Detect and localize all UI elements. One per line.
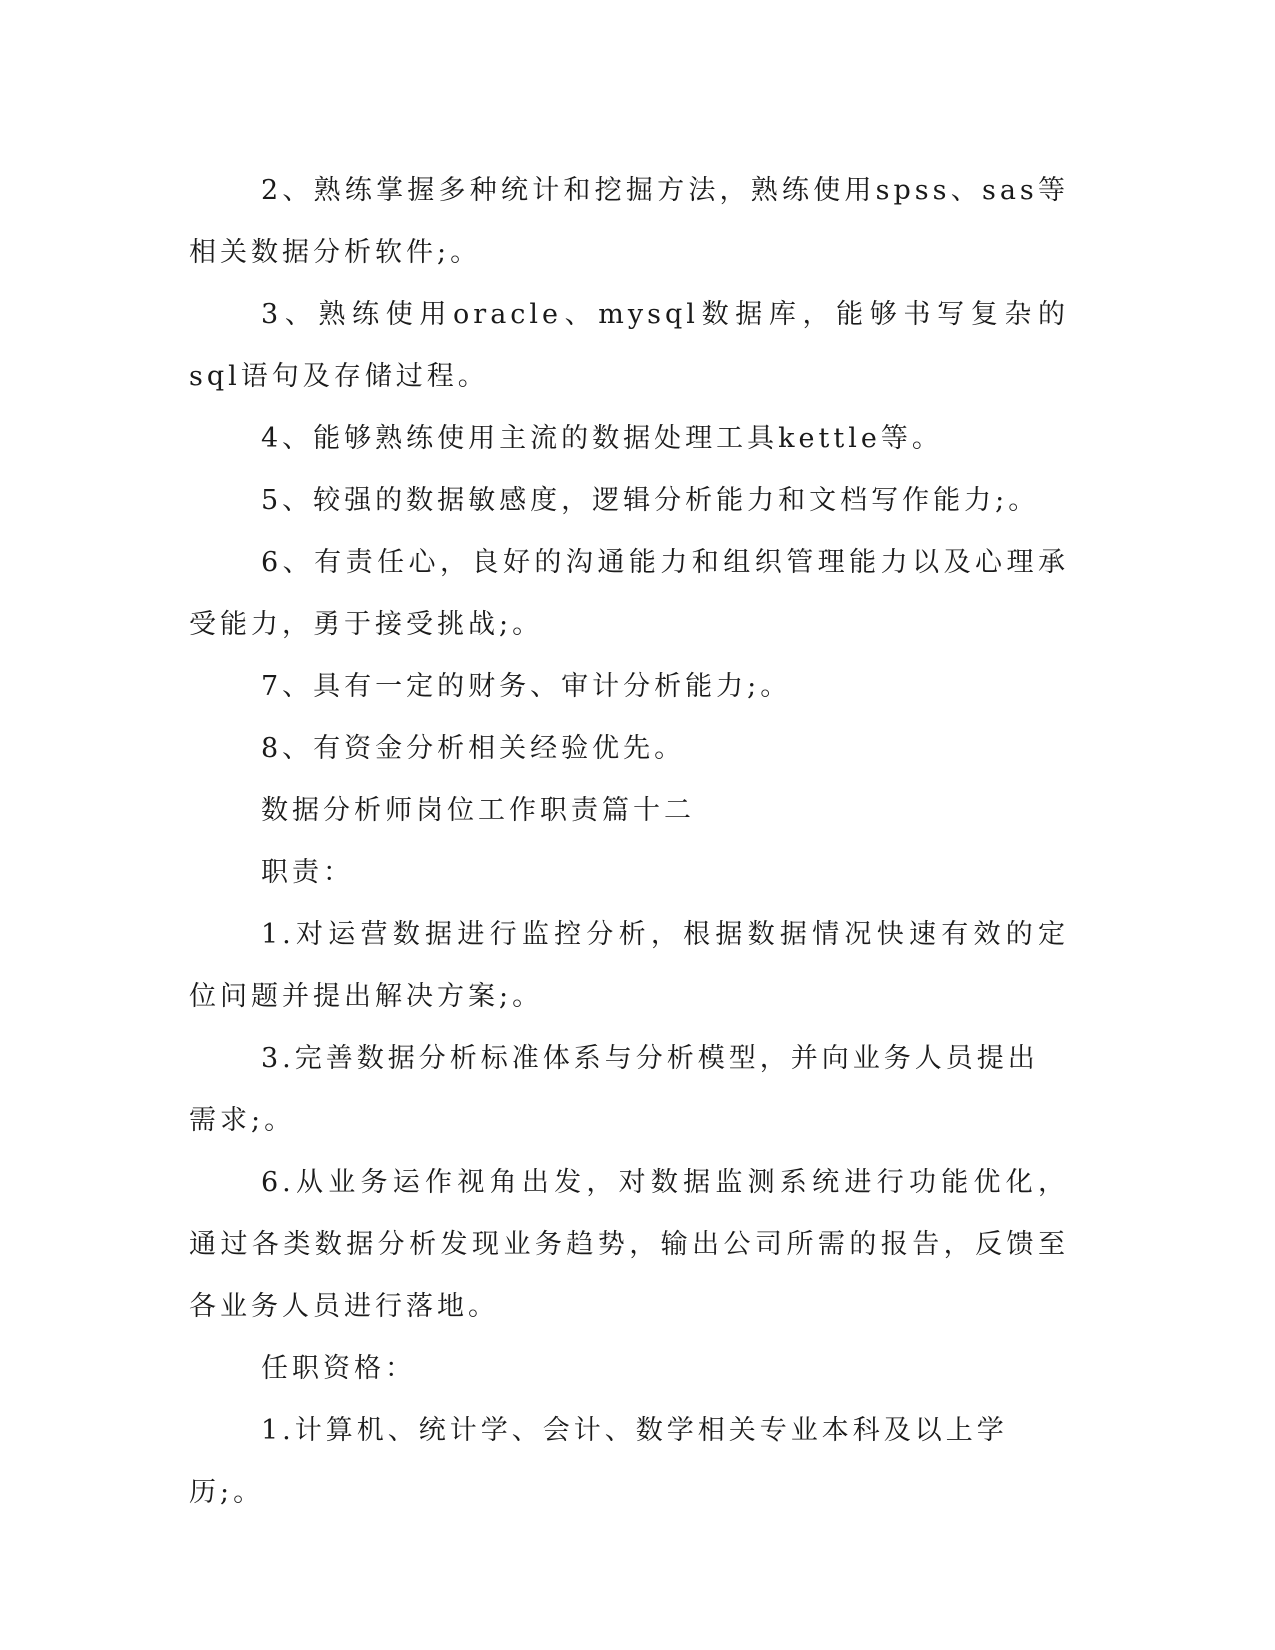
paragraph-duty-1: 1.对运营数据进行监控分析，根据数据情况快速有效的定位问题并提出解决方案;。 (189, 919, 1069, 1012)
paragraph-duty-6: 6.从业务运作视角出发，对数据监测系统进行功能优化，通过各类数据分析发现业务趋势，输出公司所需的报告，反馈至各业务人员进行落地。 (189, 1167, 1069, 1322)
paragraph-req-5: 5、较强的数据敏感度，逻辑分析能力和文档写作能力;。 (261, 485, 1040, 516)
paragraph-req-3: 3、熟练使用oracle、mysql数据库，能够书写复杂的sql语句及存储过程。 (189, 299, 1069, 392)
qualifications-label: 任职资格： (261, 1353, 416, 1384)
paragraph-req-7: 7、具有一定的财务、审计分析能力;。 (261, 671, 792, 702)
duties-label: 职责： (261, 857, 354, 888)
paragraph-duty-3: 3.完善数据分析标准体系与分析模型，并向业务人员提出需求;。 (189, 1043, 1039, 1136)
paragraph-req-2: 2、熟练掌握多种统计和挖掘方法，熟练使用spss、sas等相关数据分析软件;。 (189, 175, 1069, 268)
paragraph-req-6: 6、有责任心，良好的沟通能力和组织管理能力以及心理承受能力，勇于接受挑战;。 (189, 547, 1069, 640)
document-body (189, 160, 1069, 1524)
paragraph-req-8: 8、有资金分析相关经验优先。 (261, 733, 686, 764)
paragraph-req-4: 4、能够熟练使用主流的数据处理工具kettle等。 (261, 423, 943, 454)
paragraph-qual-1: 1.计算机、统计学、会计、数学相关专业本科及以上学历;。 (189, 1415, 1008, 1508)
section-heading: 数据分析师岗位工作职责篇十二 (261, 795, 695, 826)
